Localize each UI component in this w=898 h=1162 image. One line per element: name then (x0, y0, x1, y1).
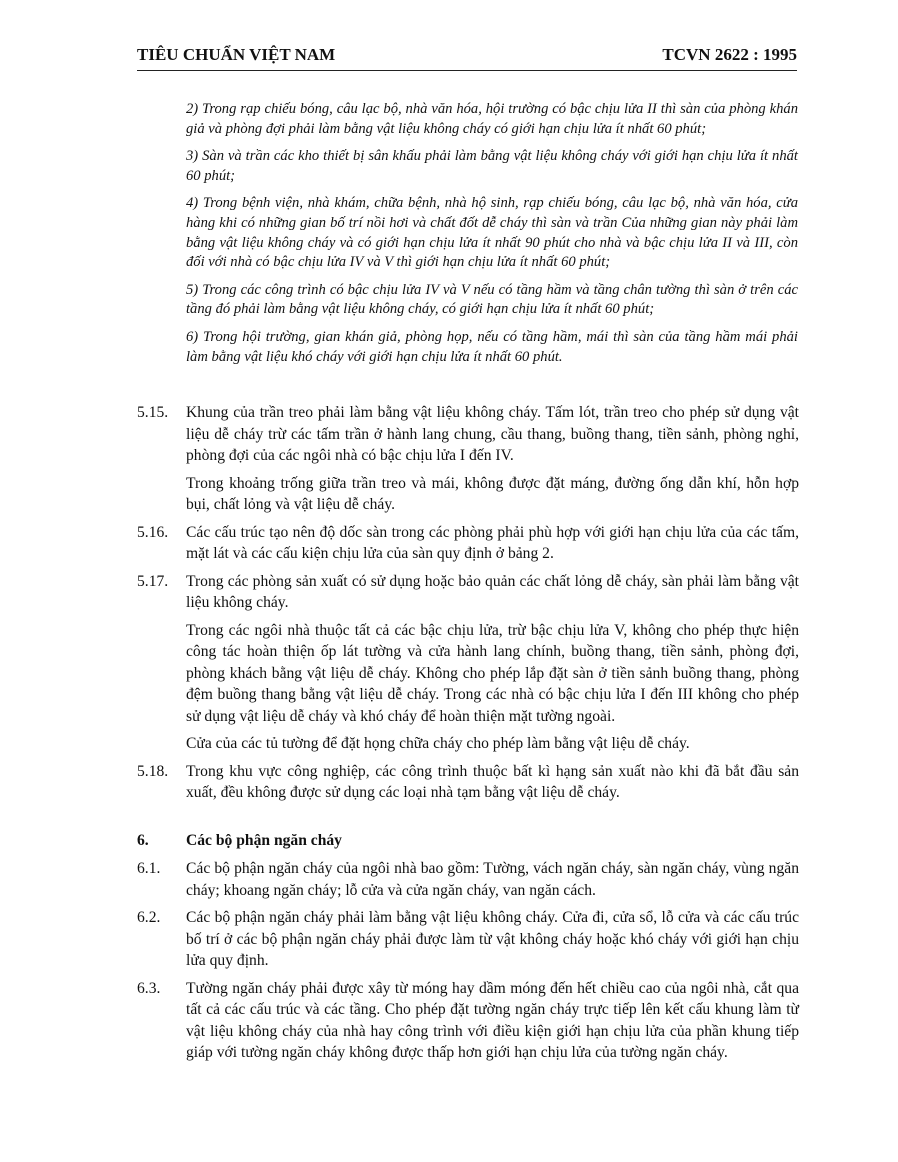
italic-item: 6) Trong hội trường, gian khán giả, phòng họp, nếu có tầng hầm, mái thì sàn của tầng hầm mái phải làm bằng vật liệu khó cháy với giới hạn chịu lửa ít nhất 60 phút. (186, 328, 798, 365)
clause-number: 5.18. (137, 762, 169, 780)
section-heading (137, 830, 799, 852)
clause-paragraph: Các cấu trúc tạo nên độ dốc sàn trong các phòng phải phù hợp với giới hạn chịu lửa của các tấm, mặt lát và các cấu kiện chịu lửa của sàn quy định ở bảng 2. (186, 523, 799, 562)
header-standard-name: TIÊU CHUẨN VIỆT NAM (137, 45, 336, 64)
italic-item: 3) Sàn và trần các kho thiết bị sân khấu phải làm bằng vật liệu không cháy với giới hạn chịu lửa ít nhất 60 phút; (186, 148, 798, 184)
clause-number: 6.2. (137, 909, 161, 926)
clause-paragraph: Cửa của các tủ tường để đặt họng chữa cháy cho phép làm bằng vật liệu dễ cháy. (186, 735, 690, 752)
clause-5-18 (137, 761, 799, 804)
clause-paragraph: Trong các ngôi nhà thuộc tất cả các bậc chịu lửa, trừ bậc chịu lửa V, không cho phép thực hiện công tác hoàn thiện ốp lát tường và cửa hành lang chính, buồng thang, tiền sảnh, phòng đợi, phòng khách bằng vật liệu dễ cháy. Không cho phép lắp đặt sàn ở tiền sảnh buồng thang, phòng đệm buồng thang bằng vật liệu dễ cháy. Trong các nhà có bậc chịu lửa I đến III không cho phép sử dụng vật liệu dễ cháy và khó cháy để hoàn thiện mặt tường ngoài. (186, 621, 799, 725)
clause-paragraph: Khung của trần treo phải làm bằng vật liệu không cháy. Tấm lót, trần treo cho phép sử dụng vật liệu dễ cháy trừ các tấm trần ở hành lang chung, cầu thang, buồng thang, tiền sảnh, phòng nghỉ, phòng đợi của các ngôi nhà có bậc chịu lửa I đến IV. (186, 404, 799, 464)
clause-paragraph: Trong khu vực công nghiệp, các công trình thuộc bất kì hạng sản xuất nào khi đã bắt đầu sản xuất, đều không được sử dụng các loại nhà tạm bằng vật liệu dễ cháy. (186, 762, 799, 801)
clause-paragraph: Các bộ phận ngăn cháy phải làm bằng vật liệu không cháy. Cửa đi, cửa sổ, lỗ cửa và các cấu trúc bố trí ở các bộ phận ngăn cháy phải được làm từ vật không cháy hoặc khó cháy với giới hạn chịu lửa quy định. (186, 909, 799, 969)
section-number: 6. (137, 831, 149, 849)
clause-6-3 (137, 978, 799, 1064)
clause-paragraph: Các bộ phận ngăn cháy của ngôi nhà bao gồm: Tường, vách ngăn cháy, sàn ngăn cháy, vùng ngăn cháy; khoang ngăn cháy; lỗ cửa và cửa ngăn cháy, van ngăn cách. (186, 860, 799, 899)
header-rule (137, 70, 797, 71)
clause-number: 5.16. (137, 523, 169, 541)
clause-paragraph: Trong các phòng sản xuất có sử dụng hoặc bảo quản các chất lỏng dễ cháy, sàn phải làm bằng vật liệu không cháy. (186, 572, 799, 611)
header-standard-code: TCVN 2622 : 1995 (662, 45, 797, 64)
clause-paragraph: Tường ngăn cháy phải được xây từ móng hay dầm móng đến hết chiều cao của ngôi nhà, cắt qua tất cả các cấu trúc và các tầng. Cho phép đặt tường ngăn cháy trực tiếp lên kết cấu khung làm từ vật liệu không cháy của nhà hay công trình với điều kiện giới hạn chịu lửa của phần khung tiếp giáp với tường ngăn cháy không được thấp hơn giới hạn chịu lửa của tường ngăn cháy. (186, 979, 799, 1061)
main-text (137, 402, 799, 1070)
clause-number: 5.15. (137, 404, 169, 421)
clause-paragraph: Trong khoảng trống giữa trần treo và mái, không được đặt máng, đường ống dẫn khí, hỗn hợp bụi, chất lỏng và vật liệu dễ cháy. (186, 474, 799, 513)
italic-item: 2) Trong rạp chiếu bóng, câu lạc bộ, nhà văn hóa, hội trường có bậc chịu lửa II thì sàn của phòng khán giả và phòng đợi phải làm bằng vật liệu không cháy có giới hạn chịu lửa ít nhất 60 phút; (186, 101, 798, 137)
clause-number: 5.17. (137, 572, 169, 590)
clause-5-16 (137, 522, 799, 565)
clause-5-15 (137, 402, 799, 516)
clause-5-17 (137, 571, 799, 755)
clause-number: 6.3. (137, 979, 161, 997)
italic-list (186, 100, 798, 375)
clause-6-2 (137, 907, 799, 972)
italic-item: 4) Trong bệnh viện, nhà khám, chữa bệnh, nhà hộ sinh, rạp chiếu bóng, câu lạc bộ, nhà văn hóa, cửa hàng khi có những gian bố trí nồi hơi và chất đốt dễ cháy thì sàn và trần Của những gian này phải làm bằng vật liệu không cháy và có giới hạn chịu lửa ít nhất 90 phút cho nhà và bậc chịu lửa II và III, còn đối với nhà có bậc chịu lửa IV và V thì giới hạn chịu lửa ít nhất 60 phút; (186, 195, 798, 271)
clause-6-1 (137, 858, 799, 901)
clause-number: 6.1. (137, 860, 161, 877)
section-title: Các bộ phận ngăn cháy (186, 831, 342, 849)
page-header (137, 42, 797, 70)
italic-item: 5) Trong các công trình có bậc chịu lửa IV và V nếu có tầng hầm và tầng chân tường thì sàn ở trên các tầng đó phải làm bằng vật liệu không cháy, có giới hạn chịu lửa ít nhất 60 phút; (186, 281, 798, 318)
